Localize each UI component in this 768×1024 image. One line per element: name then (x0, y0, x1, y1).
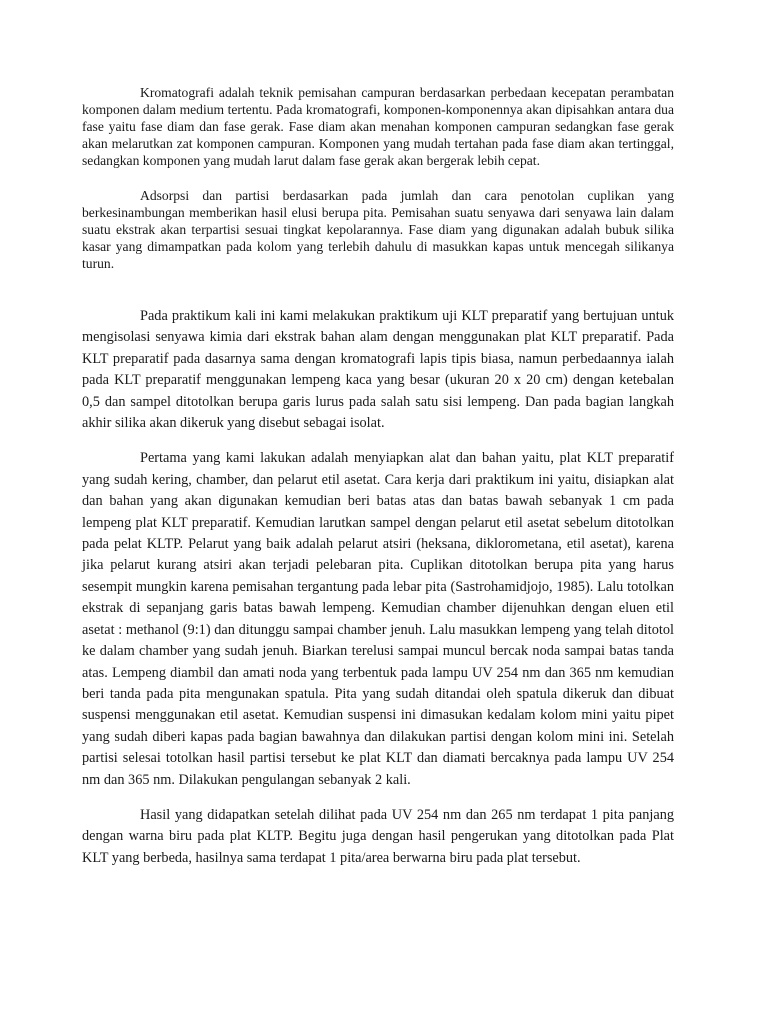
paragraph-adsorption-partition: Adsorpsi dan partisi berdasarkan pada jumlah dan cara penotolan cuplikan yang berkesinambungan memberikan hasil elusi berupa pita. Pemisahan suatu senyawa dari senyawa lain dalam suatu ekstrak akan terpartisi sesuai tingkat kepolarannya. Fase diam yang digunakan adalah bubuk silika kasar yang dimampatkan pada kolom yang terlebih dahulu di masukkan kapas untuk mencegah silikanya turun. (82, 188, 674, 271)
paragraph-practicum-introduction: Pada praktikum kali ini kami melakukan praktikum uji KLT preparatif yang bertujuan untuk mengisolasi senyawa kimia dari ekstrak bahan alam dengan menggunakan plat KLT preparatif. Pada KLT preparatif pada dasarnya sama dengan kromatografi lapis tipis biasa, namun perbedaannya ialah pada KLT preparatif menggunakan lempeng kaca yang besar (ukuran 20 x 20 cm) dengan ketebalan 0,5 dan sampel ditotolkan berupa garis lurus pada salah satu sisi lempeng. Dan pada bagian langkah akhir silika akan dikeruk yang disebut sebagai isolat. (82, 308, 674, 432)
paragraph-results: Hasil yang didapatkan setelah dilihat pada UV 254 nm dan 265 nm terdapat 1 pita panjang dengan warna biru pada plat KLTP. Begitu juga dengan hasil pengerukan yang ditotolkan pada Plat KLT yang berbeda, hasilnya sama terdapat 1 pita/area berwarna biru pada plat tersebut. (82, 806, 674, 866)
document-page (82, 84, 674, 869)
paragraph-procedure: Pertama yang kami lakukan adalah menyiapkan alat dan bahan yaitu, plat KLT preparatif yang sudah kering, chamber, dan pelarut etil asetat. Cara kerja dari praktikum ini yaitu, disiapkan alat dan bahan yang akan digunakan kemudian beri batas atas dan batas bawah sebanyak 1 cm pada lempeng plat KLT preparatif. Kemudian larutkan sampel dengan pelarut etil asetat sebelum ditotolkan pada pelat KLTP. Pelarut yang baik adalah pelarut atsiri (heksana, diklorometana, etil asetat), karena jika pelarut kurang atsiri akan terjadi pelebaran pita. Cuplikan ditotolkan berupa pita yang harus sesempit mungkin karena pemisahan tergantung pada lebar pita (Sastrohamidjojo, 1985). Lalu totolkan ekstrak di sepanjang garis batas bawah lempeng. Kemudian chamber dijenuhkan dengan eluen etil asetat : methanol (9:1) dan ditunggu sampai chamber jenuh. Lalu masukkan lempeng yang telah ditotol ke dalam chamber yang sudah jenuh. Biarkan terelusi sampai muncul bercak noda sampai batas tanda atas. Lempeng diambil dan amati noda yang terbentuk pada lampu UV 254 nm dan 365 nm kemudian beri tanda pada pita mengunakan spatula. Pita yang sudah ditandai oleh spatula dikeruk dan dibuat suspensi menggunakan etil asetat. Kemudian suspensi ini dimasukan kedalam kolom mini yaitu pipet yang sudah diberi kapas pada bagian bawahnya dan dilakukan partisi dengan kolom mini ini. Setelah partisi selesai totolkan hasil partisi tersebut ke plat KLT dan diamati bercaknya pada lampu UV 254 nm dan 365 nm. Dilakukan pengulangan sebanyak 2 kali. (82, 450, 674, 788)
paragraph-chromatography-definition: Kromatografi adalah teknik pemisahan campuran berdasarkan perbedaan kecepatan perambatan komponen dalam medium tertentu. Pada kromatografi, komponen-komponennya akan dipisahkan antara dua fase yaitu fase diam dan fase gerak. Fase diam akan menahan komponen campuran sedangkan fase gerak akan melarutkan zat komponen campuran. Komponen yang mudah tertahan pada fase diam akan tertinggal, sedangkan komponen yang mudah larut dalam fase gerak akan bergerak lebih cepat. (82, 85, 674, 168)
